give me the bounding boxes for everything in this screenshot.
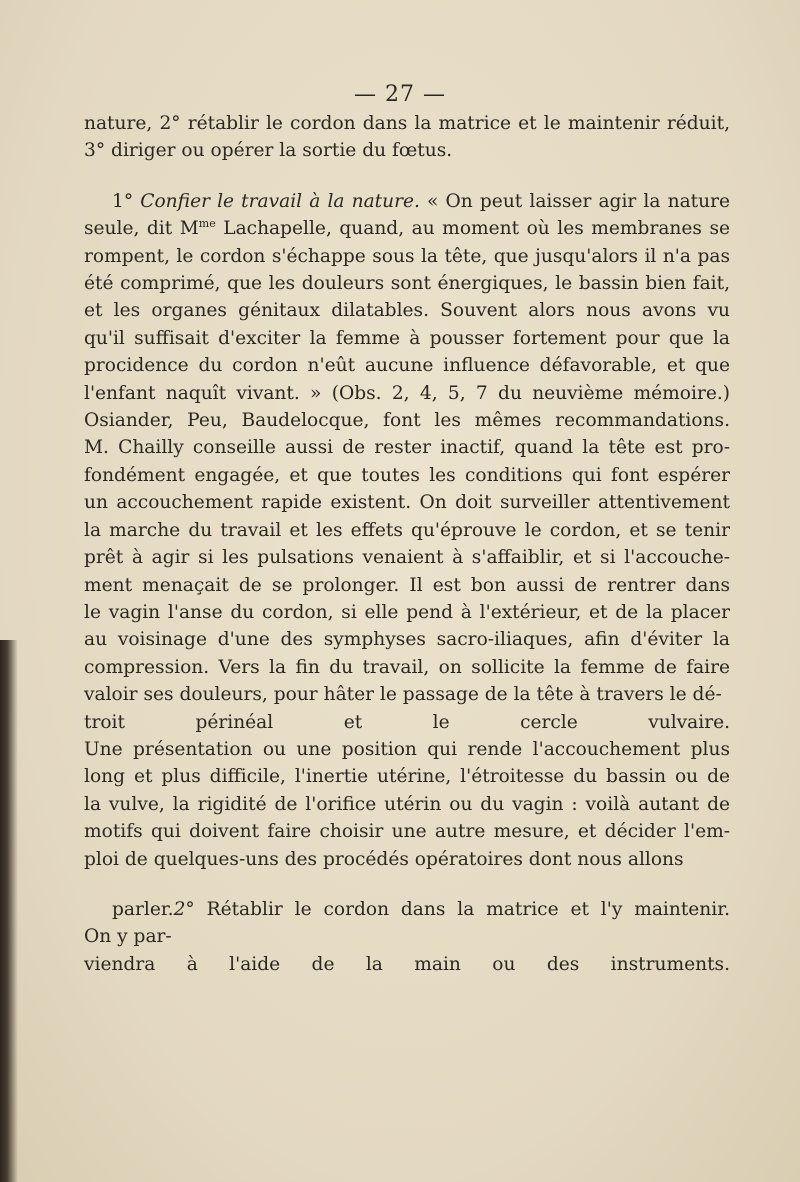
paragraph-section-1 [84,188,730,709]
section-number: parler. [112,898,174,920]
text-line: fondément engagée, et que toutes les conditions qui font espérer [84,464,730,486]
text-line: l'enfant naquît vivant. » (Obs. 2, 4, 5, 7 du neuvième mémoire.) [84,382,730,404]
text-fragment: Lachapelle, quand, au moment où les membranes se [215,218,731,240]
text-line: la marche du travail et les effets qu'éprouve le cordon, et se tenir [84,519,730,541]
text-line: ploi de quelques-uns des procédés opératoires dont nous allons [84,848,684,870]
section-number: 1° [112,190,141,212]
text-line: prêt à agir si les pulsations venaient à s'affaiblir, et si l'accouche- [84,547,730,569]
text-line: troit périnéal et le cercle vulvaire. [84,711,730,733]
text-line: au voisinage d'une des symphyses sacro-iliaques, afin d'éviter la [84,629,730,651]
superscript: me [198,217,216,231]
text-line [84,188,730,215]
paragraph-alternatives [84,709,730,873]
paragraph-intro [84,110,730,165]
section-heading: 2° [173,898,207,920]
body-text [84,110,730,978]
text-line: compression. Vers la fin du travail, on sollicite la femme de faire [84,656,730,678]
text-line: le vagin l'anse du cordon, si elle pend à l'extérieur, et de la placer [84,601,730,623]
text-line: rompent, le cordon s'échappe sous la tête, que jusqu'alors il n'a pas [84,245,730,267]
text-line: long et plus difficile, l'inertie utérine, l'étroitesse du bassin ou de [84,766,730,788]
text-line [84,896,730,923]
paragraph-section-2 [84,896,730,978]
text-line: M. Chailly conseille aussi de rester inactif, quand la tête est pro- [84,437,730,459]
page-number: — 27 — [354,82,446,107]
text-line: la vulve, la rigidité de l'orifice utérin ou du vagin : voilà autant de [84,793,730,815]
section-heading: Confier le travail à la nature. [140,190,420,212]
text-line: procidence du cordon n'eût aucune influence défavorable, et que [84,355,730,377]
text-line: nature, 2° rétablir le cordon dans la matrice et le maintenir réduit, [84,113,730,134]
text-line: Osiander, Peu, Baudelocque, font les mêmes recommandations. [84,410,730,432]
text-line: On y par- [84,926,172,948]
text-line: été comprimé, que les douleurs sont énergiques, le bassin bien fait, [84,273,730,295]
text-line: motifs qui doivent faire choisir une autre mesure, et décider l'em- [84,821,730,843]
text-line: 3° diriger ou opérer la sortie du fœtus. [84,140,453,162]
text-line: un accouchement rapide existent. On doit surveiller attentivement [84,492,730,514]
text-line: et les organes génitaux dilatables. Souvent alors nous avons vu [84,300,730,322]
text-line: ment menaçait de se prolonger. Il est bon aussi de rentrer dans [84,574,730,596]
text-line: qu'il suffisait d'exciter la femme à pousser fortement pour que la [84,327,730,349]
text-fragment: « On peut laisser agir la nature [419,190,730,212]
text-fragment: Rétablir le cordon dans la matrice et l'y maintenir. [206,898,730,920]
book-spine-shadow [0,640,18,1182]
text-line [84,215,730,242]
text-fragment: seule, dit M [84,218,199,240]
text-line: viendra à l'aide de la main ou des instruments. [84,953,730,975]
text-line: valoir ses douleurs, pour hâter le passage de la tête à travers le dé- [84,684,722,706]
text-line: Une présentation ou une position qui rende l'accouchement plus [84,738,730,760]
